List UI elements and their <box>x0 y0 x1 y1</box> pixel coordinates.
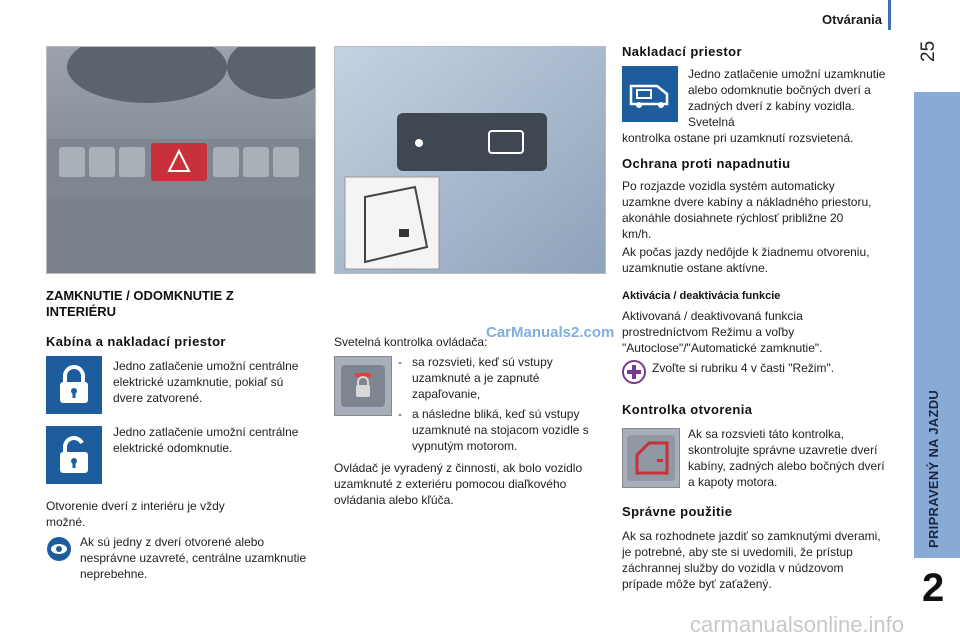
cargo-description-1: Jedno zatlačenie umožní uzamknutie alebo odomknutie bočných dverí a zadných dverí z kabíny vozidla. Svetelná <box>688 67 886 129</box>
cargo-icon-box <box>622 66 678 122</box>
plus-icon <box>622 360 646 384</box>
indicator-intro: Svetelná kontrolka ovládača: <box>334 335 488 349</box>
chapter-label: PRIPRAVENÝ NA JAZDU <box>926 389 941 548</box>
cargo-description-2: kontrolka ostane pri uzamknutí rozsvietená. <box>622 131 854 145</box>
lock-button-image <box>334 356 392 416</box>
header-divider <box>888 0 891 30</box>
correct-use-title: Správne použitie <box>622 504 733 519</box>
anti-intrusion-title: Ochrana proti napadnutiu <box>622 156 791 171</box>
main-title: ZAMKNUTIE / ODOMKNUTIE Z INTERIÉRU <box>46 288 234 319</box>
dashboard-illustration <box>47 47 315 273</box>
open-door-icon <box>623 429 679 487</box>
unlock-icon <box>56 435 92 475</box>
indicator-bullets <box>398 354 604 454</box>
anti-intrusion-text-2: Ak počas jazdy nedôjde k žiadnemu otvoreniu, uzamknutie ostane aktívne. <box>622 245 870 275</box>
lock-description: Jedno zatlačenie umožní centrálne elektrické uzamknutie, pokiaľ sú dvere zatvorené. <box>113 359 299 405</box>
section-title: Otvárania <box>822 12 882 27</box>
unlock-icon-box <box>46 426 102 484</box>
van-door-icon <box>627 78 673 110</box>
page-number: 25 <box>918 40 939 62</box>
cargo-button-illustration <box>335 47 605 273</box>
activation-title: Aktivácia / deaktivácia funkcie <box>622 290 781 302</box>
central-lock-warning: Ak sú jedny z dverí otvorené alebo nesprávne uzavreté, centrálne uzamknutie neprebehne. <box>80 535 307 581</box>
carmanuals-watermark: CarManuals2.com <box>486 324 615 341</box>
activation-text: Aktivovaná / deaktivovaná funkcia prostredníctvom Režimu a voľby "Autoclose"/"Automatické zamknutie". <box>622 309 823 355</box>
chapter-number: 2 <box>922 566 945 610</box>
door-indicator-text: Ak sa rozsvieti táto kontrolka, skontrolujte správne uzavretie dverí kabíny, zadných alebo bočných dverí a kapoty motora. <box>688 427 885 489</box>
footer-watermark: carmanualsonline.info <box>690 612 905 637</box>
cabin-cargo-subtitle: Kabína a nakladací priestor <box>46 334 226 349</box>
dashboard-photo <box>46 46 316 274</box>
door-indicator-title: Kontrolka otvorenia <box>622 402 753 417</box>
door-open-note: Otvorenie dverí z interiéru je vždy možné. <box>46 499 225 529</box>
activation-note: Zvoľte si rubriku 4 v časti "Režim". <box>652 361 835 375</box>
cargo-button-photo <box>334 46 606 274</box>
bullet-item: - a následne bliká, keď sú vstupy uzamknuté na stojacom vozidle s vypnutým motorom. <box>398 406 604 454</box>
eye-icon <box>46 536 72 562</box>
correct-use-text: Ak sa rozhodnete jazdiť so zamknutými dverami, je potrebné, aby ste si uvedomili, že prístup záchrannej služby do vozidla v núdzovom prípade môže byť zaťažený. <box>622 529 881 591</box>
unlock-description: Jedno zatlačenie umožní centrálne elektrické odomknutie. <box>113 425 299 455</box>
lock-icon-box <box>46 356 102 414</box>
cargo-title: Nakladací priestor <box>622 44 742 59</box>
lock-icon <box>56 365 92 405</box>
lock-button-icon <box>335 357 391 415</box>
anti-intrusion-text-1: Po rozjazde vozidla systém automaticky uzamkne dvere kabíny a nákladného priestoru, akonáhle dosiahnete rýchlosť približne 20 km/h. <box>622 179 872 241</box>
door-indicator-image <box>622 428 680 488</box>
bullet-item: - sa rozsvieti, keď sú vstupy uzamknuté a je zapnuté zapaľovanie, <box>398 354 604 402</box>
disabled-control-note: Ovládač je vyradený z činnosti, ak bolo vozidlo uzamknuté z exteriéru pomocou diaľkového ovládania alebo kľúča. <box>334 461 583 507</box>
